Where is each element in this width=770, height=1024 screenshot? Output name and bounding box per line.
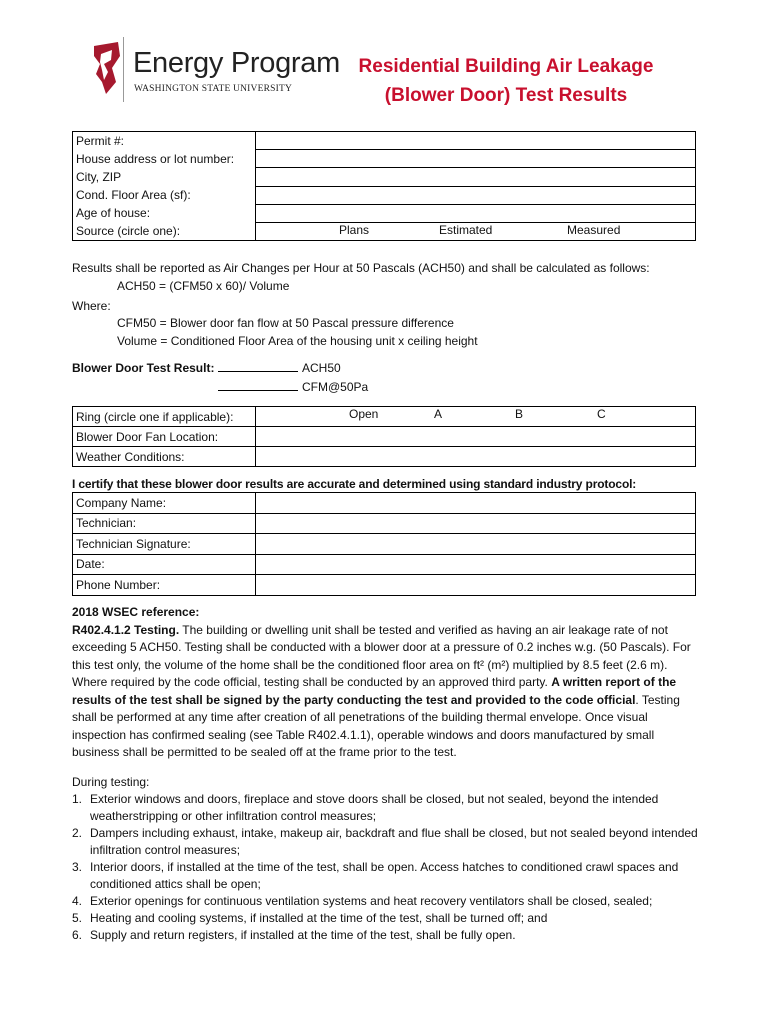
list-item: 3. Interior doors, if installed at the time of the test, shall be open. Access hatches to conditioned crawl spaces and conditioned attics shall be open;	[72, 859, 700, 893]
results-intro: Results shall be reported as Air Changes per Hour at 50 Pascals (ACH50) and shall be calculated as follows:	[72, 261, 650, 275]
reference-code: R402.4.1.2 Testing.	[72, 622, 180, 637]
ach50-unit: ACH50	[302, 361, 341, 375]
permit-field[interactable]	[256, 132, 696, 150]
list-item: 6. Supply and return registers, if installed at the time of the test, shall be fully open.	[72, 928, 516, 942]
cfm-blank[interactable]	[218, 378, 298, 391]
wsec-reference	[72, 604, 700, 762]
ach50-result-row	[218, 359, 341, 377]
reference-heading: 2018 WSEC reference:	[72, 605, 200, 619]
technician-field[interactable]	[256, 513, 696, 534]
list-item-text: Supply and return registers, if installed at the time of the test, shall be fully open.	[90, 928, 516, 942]
ring-option-open[interactable]: Open	[349, 407, 379, 421]
reference-written-report: A written report of the results of the test shall be signed by the party conducting the test and provided to the code official	[72, 675, 677, 707]
volume-definition: Volume = Conditioned Floor Area of the housing unit x ceiling height	[117, 334, 478, 348]
ach-formula: ACH50 = (CFM50 x 60)/ Volume	[117, 279, 290, 293]
weather-field[interactable]	[256, 447, 696, 467]
page-title	[300, 52, 712, 110]
address-field[interactable]	[256, 150, 696, 168]
list-item-text: Dampers including exhaust, intake, makeup air, backdraft and flue shall be closed, but not sealed beyond intended infiltration control measures;	[90, 826, 698, 857]
testing-list	[72, 774, 700, 944]
title-line-2: (Blower Door) Test Results	[384, 85, 628, 106]
date-label: Date:	[73, 554, 256, 575]
testing-heading: During testing:	[72, 775, 150, 789]
date-field[interactable]	[256, 554, 696, 575]
list-item: 1. Exterior windows and doors, fireplace and stove doors shall be closed, but not sealed, beyond the intended weatherstripping or other infiltration control measures;	[72, 791, 700, 825]
age-field[interactable]	[256, 204, 696, 222]
ring-option-a[interactable]: A	[434, 407, 443, 421]
logo-university: WASHINGTON STATE UNIVERSITY	[134, 84, 293, 94]
list-item-text: Exterior windows and doors, fireplace and stove doors shall be closed, but not sealed, beyond the intended weatherstripping or other infiltration control measures;	[90, 792, 659, 823]
reference-text-1: The building or dwelling unit shall be tested and verified as having an air leakage rate of not exceeding 5 ACH50. Testing shall be conducted with a blower door at a pressure of 0.2 inches w.g. (50 Pascals). For this test only, the volume of the home shall be the conditioned floor area on ft² (m²) multiplied by 8.5 feet (2.6 m). Where required by the code official, testing shall be conducted by an approved third party.	[72, 622, 691, 689]
list-item: 4. Exterior openings for continuous ventilation systems and heat recovery ventilators shall be closed, sealed;	[72, 894, 653, 908]
fan-location-field[interactable]	[256, 427, 696, 447]
company-field[interactable]	[256, 493, 696, 514]
ring-options	[256, 407, 696, 427]
cfm-result-row	[218, 378, 368, 396]
logo-divider	[123, 37, 124, 102]
city-zip-field[interactable]	[256, 168, 696, 186]
cfm-unit: CFM@50Pa	[302, 380, 369, 394]
permit-label: Permit #:	[73, 132, 256, 150]
company-label: Company Name:	[73, 493, 256, 514]
source-label: Source (circle one):	[73, 222, 256, 240]
certification-table	[72, 492, 696, 596]
signature-field[interactable]	[256, 534, 696, 555]
source-option-measured[interactable]: Measured	[567, 222, 621, 237]
cfm50-definition: CFM50 = Blower door fan flow at 50 Pascal pressure difference	[117, 316, 454, 330]
list-item: 5. Heating and cooling systems, if installed at the time of the test, shall be turned off; and	[72, 911, 548, 925]
phone-label: Phone Number:	[73, 575, 256, 596]
ring-table	[72, 406, 696, 467]
test-result-label: Blower Door Test Result:	[72, 361, 215, 375]
list-item-text: Exterior openings for continuous ventilation systems and heat recovery ventilators shall be closed, sealed;	[90, 894, 653, 908]
ring-label: Ring (circle one if applicable):	[73, 407, 256, 427]
fan-location-label: Blower Door Fan Location:	[73, 427, 256, 447]
phone-field[interactable]	[256, 575, 696, 596]
ach50-blank[interactable]	[218, 359, 298, 372]
source-options	[256, 222, 696, 240]
list-item-text: Interior doors, if installed at the time of the test, shall be open. Access hatches to conditioned crawl spaces and conditioned attics shall be open;	[90, 860, 679, 891]
address-label: House address or lot number:	[73, 150, 256, 168]
floor-area-label: Cond. Floor Area (sf):	[73, 186, 256, 204]
house-info-table	[72, 131, 696, 241]
age-label: Age of house:	[73, 204, 256, 222]
title-line-1: Residential Building Air Leakage	[358, 56, 654, 77]
weather-label: Weather Conditions:	[73, 447, 256, 467]
source-option-plans[interactable]: Plans	[339, 222, 370, 237]
reference-body	[72, 622, 700, 762]
reference-text-2: . Testing shall be performed at any time after creation of all penetrations of the building thermal envelope. Once visual inspection has confirmed sealing (see Table R402.4.1.1), operable windows and doors manufactured by small business shall be permitted to be sealed off at the frame prior to the test.	[72, 692, 680, 759]
floor-area-field[interactable]	[256, 186, 696, 204]
source-option-estimated[interactable]: Estimated	[439, 222, 493, 237]
signature-label: Technician Signature:	[73, 534, 256, 555]
where-label: Where:	[72, 299, 111, 313]
list-item-text: Heating and cooling systems, if installed at the time of the test, shall be turned off; and	[90, 911, 548, 925]
logo-program-name: Energy Program	[133, 47, 340, 79]
list-item: 2. Dampers including exhaust, intake, makeup air, backdraft and flue shall be closed, but not sealed beyond intended infiltration control measures;	[72, 825, 700, 859]
ring-option-c[interactable]: C	[597, 407, 606, 421]
certification-statement: I certify that these blower door results are accurate and determined using standard industry protocol:	[72, 477, 637, 491]
ring-option-b[interactable]: B	[515, 407, 524, 421]
wsu-cougar-logo-icon	[92, 38, 122, 98]
technician-label: Technician:	[73, 513, 256, 534]
city-zip-label: City, ZIP	[73, 168, 256, 186]
